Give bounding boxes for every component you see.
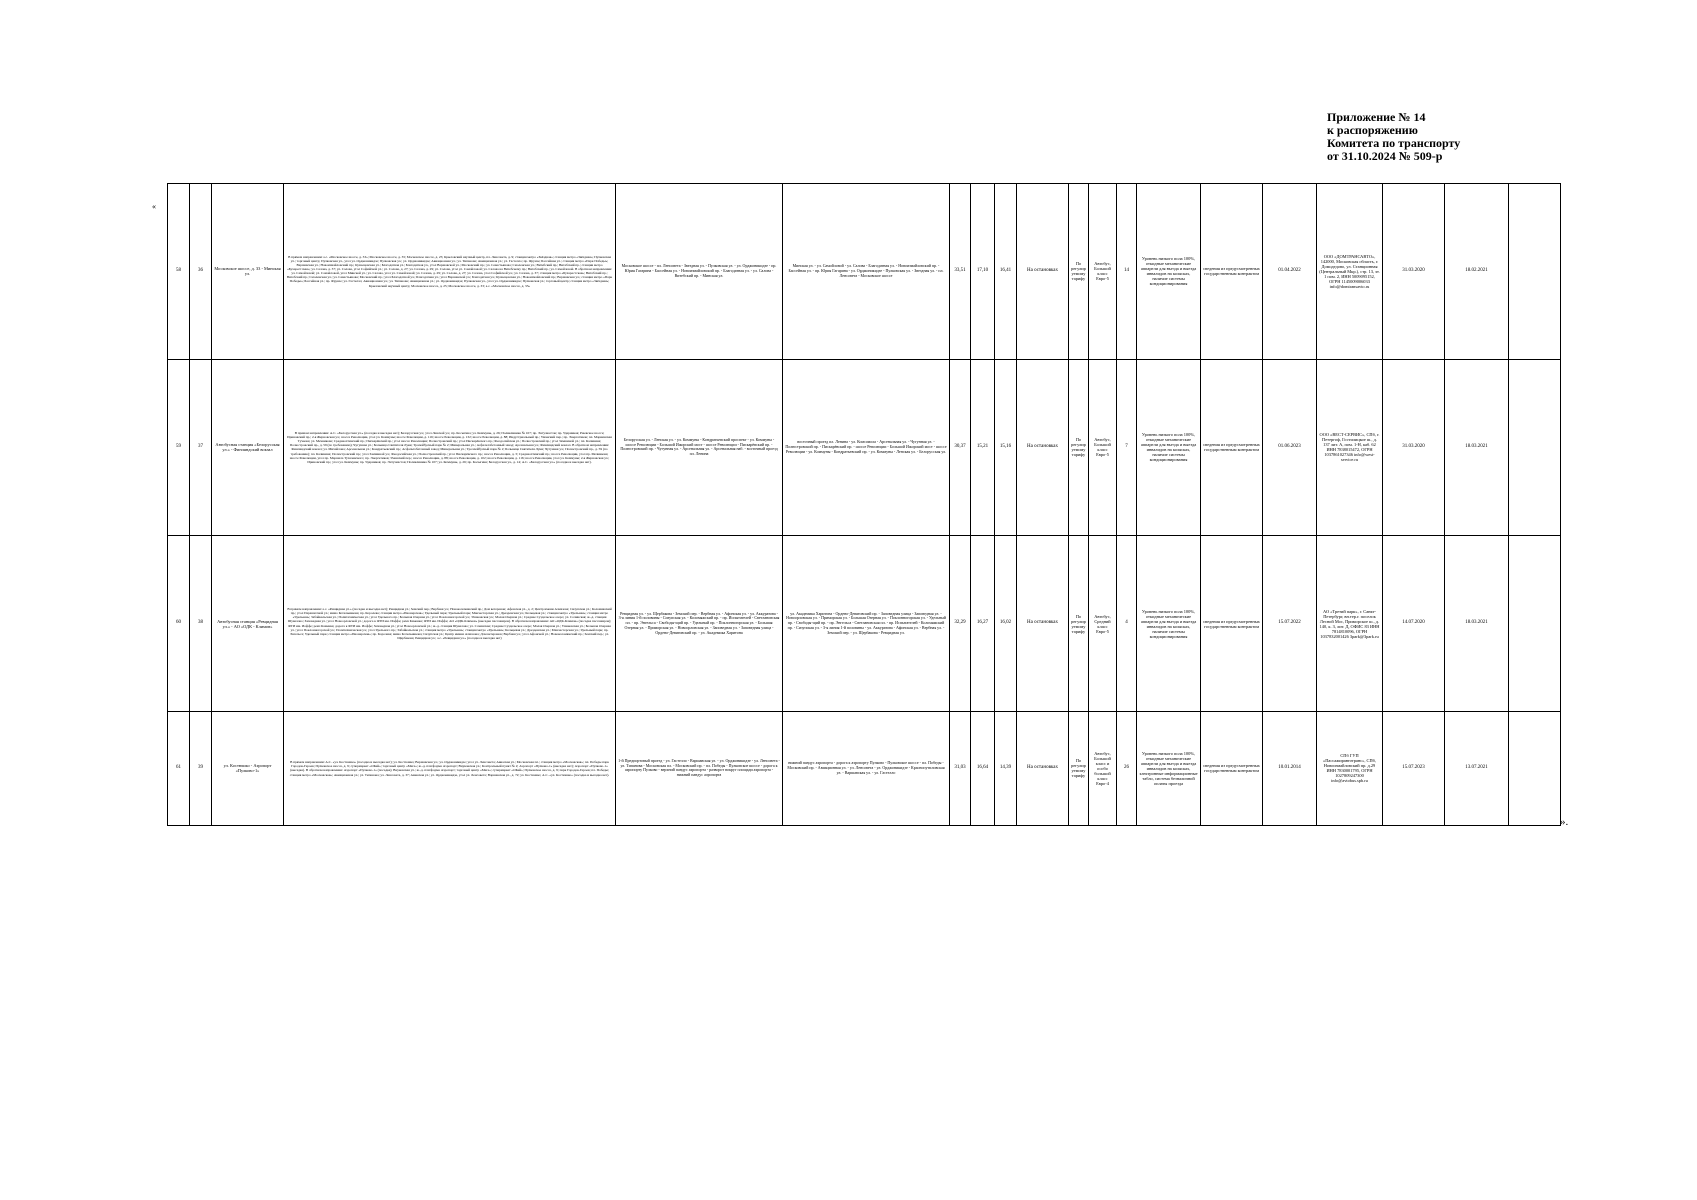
cell-contract-date: 14.07.2020 [1383,536,1445,712]
cell-contract-date: 31.03.2020 [1383,359,1445,536]
cell-empty [1509,711,1561,825]
cell-carrier: СПб ГУП «Пассажиравтотранс», СПб, Новоизмайловский пр. д.29 ИНН 7830001795, ОГРН 1027809247300 info@avtobus.spb.ru [1317,711,1383,825]
cell-boarding-order: На остановках [1017,184,1069,360]
cell-vehicle-count: 7 [1117,359,1137,536]
cell-route-number: 36 [190,184,212,360]
cell-vehicle-requirements: Уровень низкого пола 100%, откидные механические аппарели для въезда и выезда инвалидов на колясках, наличие системы кондиционирования [1137,184,1201,360]
cell-basis: сведения из предусмотренных государственным контрактом [1201,184,1263,360]
cell-contract-date: 31.03.2020 [1383,184,1445,360]
cell-route-name: Автобусная станция «Ревцидная ул.» - АО «ОДК - Климов» [212,536,284,712]
cell-route-number: 39 [190,711,212,825]
cell-basis: сведения из предусмотренных государственным контрактом [1201,536,1263,712]
cell-change-date: 13.07.2021 [1445,711,1509,825]
cell-vehicle-class: Автобус, Большой класс Евро-5 [1089,184,1117,360]
cell-row-number: 59 [168,359,190,536]
appendix-committee: Комитета по транспорту [1327,136,1461,150]
cell-route-number: 38 [190,536,212,712]
cell-empty [1509,184,1561,360]
cell-boarding-order: На остановках [1017,359,1069,536]
cell-carrier: ООО «ДОМТРАНСАВТО», 142000, Московская область, г. Домодедово, ул. Станционная (Центральный Мкр.), стр. 13, эт. 1 пом. 2, ИНН 5009095152, ОГРН 1145009006033 info@domtransavto.ru [1317,184,1383,360]
cell-forward-streets: Ревцидная ул. - ул. Щербакова - Земский пер. - Вербная ул. - Афонская ул. - ул. Аккуратова - 3-я линия 1-й половины - Сизупская ул. - Коломяжский пр. - пр. Испытателей - Светлановская пл. - пр. Энгельса - Свободы-щий пр. - Удельный пр. - Поклонногорская ул. - Большая Озерная ул. - Приморская ул. - Новоорловская ул. - Заповедная ул. - Заповедная улица - Ордено-Девятовский пр. - ул. Академика Харитона [616,536,783,712]
appendix-title: Приложение № 14 [1327,110,1426,124]
cell-contract-date: 15.07.2023 [1383,711,1445,825]
cell-row-number: 60 [168,536,190,712]
cell-backward-streets: восточный проезд пл. Ленина - ул. Комсомола - Арсенальная ул. - Чугунная ул. - Полюстровский пр. - Пискарёвский пр. - шоссе Революции - Большой Ижорский мост - шоссе Революции - ул. Коммуны - Кондратьевский пр. - ул. Коммуны - Ленская ул. - Белорусская ул. [783,359,950,536]
cell-basis: сведения из предусмотренных государственным контрактом [1201,711,1263,825]
cell-carrier: ООО «ВЕСТ-СЕРВИС», СПб, г. Петергоф, Гостилицкое ш., д. 137 лит. А, пом. 1-Н, каб. 62 ИНН 7838015472, ОГРН 1037861027346 info@west-service.ru [1317,359,1383,536]
cell-backward-streets: Минская ул. - ул. Самойловой - ул. Салова - Благодатная ул. - Новоизмайловский пр. - Бассейная ул. - пр. Юрия Гагарина - ул. Орджоникидзе - Пулковская ул. - Звездная ул. - пл. Ленсовета - Московское шоссе [783,184,950,360]
cell-route-name: Московское шоссе, д. 33 - Минская ул. [212,184,284,360]
cell-row-number: 58 [168,184,190,360]
cell-carrier: АО «Третий парк», г. Санкт-Петербург, вн.тер.г. поселок Лесной Мос, Приморское ш., д. 140, к. 3, лит. Д, ОФИС 83 ИНН 7814810096, ОГРН 1037832001426 3park@3park.ru [1317,536,1383,712]
cell-start-date: 15.07.2022 [1263,536,1317,712]
cell-backward-streets: нижний пандус аэропорта - дорога к аэропорту Пулково - Пулковское шоссе - пл. Победы - Московский пр. - Авиационная ул. - ул. Ленсовета - ул. Орджоникидзе - Краснопутиловская ул. - Варшавская ул. - ул. Гастелло [783,711,950,825]
cell-vehicle-requirements: Уровень низкого пола 100%, откидные механические аппарели для въезда и выезда инвалидов на колясках, электронные информационные табло, система безналичной оплаты проезда [1137,711,1201,825]
cell-route-number: 37 [190,359,212,536]
opening-quote: « [152,202,156,211]
cell-row-number: 61 [168,711,190,825]
cell-forward-streets: Московское шоссе - пл. Ленсовета - Звездная ул. - Пулковская ул. - ул. Орджоникидзе - пр. Юрия Гагарина - Бассейная ул. - Новоизмайловский пр. - Благодатная ул. - ул. Салова - Витебский пр. - Минская ул. [616,184,783,360]
routes-register-table [167,183,1561,826]
cell-vehicle-count: 26 [1117,711,1137,825]
cell-tariff-type: По регулируемому тарифу [1069,359,1089,536]
table-row [168,359,1561,536]
cell-change-date: 18.03.2021 [1445,536,1509,712]
table-row [168,536,1561,712]
cell-backward-length: 16,02 [995,536,1017,712]
appendix-header [1327,111,1657,163]
cell-stops-list: В прямом направлении: а.с. «Московское шоссе, д. 33»; Московское шоссе, д. 35; Московское шоссе, д. 25; Крыловский научный центр, пл. Ленсовета, д. 9; станция метро «Звёздная»; станция метро «Звёздная»; Пулковская ул.; торговый центр; Пулковская ул., угол ул. Орджоникидзе; Пулковская ул.; ул. Орджоникидзе; Авиационная ул.; ул. Типанова; Авиационная ул.; ул. Гастелло; пр. Фрунзе; Бассейная ул.; станция метро «Парк Победы»; Варшавская ул.; Новоизмайловский пр.; Кузнецовская ул.; Благодатная ул.; Благодатная ул., угол Варшавской ул.; Московский пр.; ул. Севастьянова; Смоленская ул.; Витебский пр.; Витебский пр.; станция метро «Бухарестская»; ул. Салова, д. 37; ул. Салова, угол Софийской ул.; ул. Салова, д. 27; ул. Салова, д. 29; ул. Салова, угол ул. Самойловой; ул. Салова на Витебскому пр.; Витебский пр.; ул. Самойловой. В обратном направлении: ул. Самойловой; ул. Самойловой, угол Минской ул.; ул. Салова, угол ул. Самойловой; ул. Салова, д. 29; ул. Салова, д. 27; ул. Салова, угол Софийской ул.; ул. Салова, д. 37; станция метро «Бухарестская»; Витебский пр.; Витебский пр.; Смоленская ул.; ул. Севастьянова; Московский пр.; угол Благодатной ул.; Благодатная ул.; угол Варшавской ул.; Благодатная ул.; Кузнецовская ул.; Новоизмайловский пр.; Варшавская ул.; станция метро «Парк Победы»; Бассейная ул.; пр. Фрунзе; ул. Гастелло; Авиационная ул.; ул. Типанова; Авиационная ул.; ул. Орджоникидзе; Пулковская ул., угол ул. Орджоникидзе; Пулковская ул.; торговый центр; станция метро «Звёздная»; Крыловский научный центр; Московское шоссе, д. 25; Московское шоссе, д. 33; а.с. «Московское шоссе, д. 33» [284,184,616,360]
cell-change-date: 18.02.2021 [1445,184,1509,360]
closing-quote: ». [1560,816,1569,828]
cell-stops-list: В прямом направлении: А.С. «Белорусская ул.» (посадка и высадка нет); Белорусская ул.; угол Ленской ул.; пр. Косыгина; ул. Коммуны, д. 26; Поликлиника № 107; пр. Энтузиастов; пр. Ударников; Ржевское шоссе; Ириновский пр.; 2-я Жерновская ул.; шоссе Революции, угол ул. Коммуны; шоссе Революции, д. 116; шоссе Революции, д. 132; шоссе Революции, д. 88; Индустриальный пр.; Уманский пер.; пр. Энергетиков; пл. Мариинская Тучкова; ул. Мечникова; Среднеохтинский пр.; Пискарёвский пр.; угол шоссе Революции; Полюстровский пр.; угол Пискарёвского пр.; Феодосийская ул.; Полюстровский пр.; угол Замшиной ул.; пл. Калинина; Полюстровский пр., д. 59 (по требованию); Чугунная ул.; Больница Святителя Луки; Тропейбусный парк № 2; Минеральная ул.; Асфальтобетонный завод; Арсенальная ул.; Финляндский вокзал. В обратном направлении: Финляндский вокзал; ул. Михайлова; Арсенальная ул.; Кондратьевский пр.; Асфальтобетонный завод; Минеральная ул.; Троллейбусный парк № 2; Больница Святителя Луки; Чугунная ул.; Полюстровский пр., д. 59 (по требованию); пл. Калинина; Полюстровский пр.; угол Замшиной ул.; Феодосийская ул.; Полюстровский пр.; угол Пискарёвского пр.; шоссе Революции, д. 3; Среднеохтинский пр.; шоссе Революции, угол пр. Мечникова; шоссе Революции, угол пр. Маршала Тухачевского; пр. Энергетиков; Уманский пер.; шоссе Революции, д. 88; шоссе Революции, д. 102; шоссе Революции, д. 116; шоссе Революции, угол ул. Коммуны; 2-я Жерновская ул.; Ириновский пр.; угол ул. Коммуны; пр. Ударников; пр. Энтузиастов; Поликлиника № 107; ул. Коммуны, д. 26; пр. Косыгина; Белорусская ул., д. 14; А.С. «Белорусская ул.» (посадка и высадка нет). [284,359,616,536]
cell-start-date: 01.04.2022 [1263,184,1317,360]
appendix-order-ref: к распоряжению [1327,123,1418,137]
cell-vehicle-requirements: Уровень низкого пола 100%, откидные механические аппарели для въезда и выезда инвалидов на колясках, наличие системы кондиционирования [1137,359,1201,536]
cell-route-length: 33,51 [950,184,971,360]
cell-start-date: 10.01.2014 [1263,711,1317,825]
cell-boarding-order: На остановках [1017,536,1069,712]
cell-vehicle-count: 4 [1117,536,1137,712]
cell-forward-length: 15,21 [971,359,995,536]
cell-backward-length: 16,41 [995,184,1017,360]
cell-stops-list: В прямом направлении: а.с. «Ревцидная ул.» (посадка и высадка нет); Ревцидная ул.; Земский пер.; Вербная ул.; Новоколомяжский пр.; Дом ветеранов; Афонская ул., д. 2; Центр имени Алмазова; Сизупская ул.; Коломяжский пр.; угол Парашютной ул.; мимо Котельникова; пр. Королева; станция метро «Пионерская»; Удельный парк; Удельный парк; Манчестерская ул.; Дрезденская ул.; Кольцевая ул.; станция метро «Удельная»; станция метро «Удельная»; Забайкальская ул.; Политехническая ул.; угол Удельного пр.; Большая Озерная ул.; угол Поклонногорской ул.; Ушаковская ул.; Малая Озерная ул.; Среднее Суздальское озеро; ул. Сочинская; ж.-д. станция Шувалово; Заповедная ул.; угол Новоорловской ул.; дорога к ФТИ им. Иоффе; ремз Каменка; ФТИ им. Иоффе; АО «ОДК-Климов» (высадка пассажиров). В обратном направлении: АО «ОДК-Климов» (посадка пассажиров); ФТИ им. Иоффе; ремз Каменка; дорога к ФТИ им. Иоффе; Заповедная ул.; угол Новоорловской ул.; ж.-д. станция Шувалово; ул. Сочинская; Среднее Суздальское озеро; Малая Озерная ул.; Ушаковская ул.; Большая Озерная ул.; угол Поклонногорской ул.; Политехническая ул.; угол Удельного пр.; Забайкальская ул.; станция метро «Удельная»; станция метро «Удельная»; Кольцевая ул.; Дрезденская ул.; Манчестерская ул.; Удельный парк; пр. Энгельса; Удельный парк; станция метро «Пионерская»; пр. Королева; мимо Котельникова; Сизупская ул.; Центр имени Алмазова; Дом ветеранов; Вербная ул.; угол Афонской ул.; Новоколомяжский пр.; Земский пер.; ул. Щербакова; Ревцидная ул.; а.с. «Ревцидная ул.» (посадка и высадка нет) [284,536,616,712]
cell-route-name: Автобусная станция «Белорусская ул.» - Финляндский вокзал [212,359,284,536]
cell-vehicle-count: 14 [1117,184,1137,360]
cell-vehicle-class: Автобус, Средний класс Евро-5 [1089,536,1117,712]
cell-empty [1509,536,1561,712]
cell-empty [1509,359,1561,536]
cell-route-length: 31,03 [950,711,971,825]
appendix-date: от 31.10.2024 № 509-р [1327,149,1443,163]
cell-basis: сведения из предусмотренных государственным контрактом [1201,359,1263,536]
cell-vehicle-requirements: Уровень низкого пола 100%, откидные механические аппарели для въезда и выезда инвалидов на колясках, наличие системы кондиционирования [1137,536,1201,712]
cell-backward-streets: ул. Академика Харитона - Ордено-Девятовский пр. - Заповедная улица - Заповедная ул. - Новоорловская ул. - Приморская ул. - Большая Озерная ул. - Поклонногорская ул. - Удельный пр. - Свободы-щий пр. - пр. Энгельса - Светлановская пл. - пр. Испытателей - Коломяжский пр. - Сизупская ул. - 3-я линия 1-й половины - ул. Аккуратова - Афонская ул. - Вербная ул. - Земский пер. - ул. Щербакова - Ревцидная ул. [783,536,950,712]
cell-backward-length: 14,39 [995,711,1017,825]
table-row [168,184,1561,360]
cell-forward-length: 16,27 [971,536,995,712]
cell-vehicle-class: Автобус, Большой класс и особо большой класс Евро-4 [1089,711,1117,825]
cell-tariff-type: По регулируемому тарифу [1069,184,1089,360]
cell-route-length: 32,29 [950,536,971,712]
cell-forward-streets: 1-й Предпортовый проезд - ул. Гастелло - Варшавская ул. - ул. Орджоникидзе - ул. Ленсовета - ул. Типанова - Московская пл. - Московский пр. - пл. Победы - Пулковское шоссе - дорога к аэропорту Пулково - верхний пандус аэропорта - разворот вокруг площади аэропорта - нижний пандус аэропорта [616,711,783,825]
cell-backward-length: 15,16 [995,359,1017,536]
cell-stops-list: В прямом направлении: А.С. «ул. Костюшко» (посадка и высадка нет); ул. Костюшко; Варшавская ул.; ул. Орджоникидзе; угол ул. Ленсовета; Авиаская ул.; Московская пл.; станция метро «Московская»; пл. Победы парк Городов-Героев; Пулковское шоссе, д. 9; супермаркет «ОКей»; торговый центр «Мега»; ж.-д. платформа Аэропорт; Внуковская ул.; Контрольный пункт № 2; Аэропорт «Пулково-1» (высадка нет); Аэропорт «Пулково-1» (высадка). В обратном направлении: Аэропорт «Пулково-1» (посадка); Внуковская ул.; ж.-д. платформа Аэропорт; торговый центр «Мега»; супермаркет «ОКей»; Пулковское шоссе, д. 9; парк Городов-Героев; пл. Победы; станция метро «Московская»; Авиационная ул.; ул. Типанова; ул. Ленсовета, д. 37; Авиаская ул.; ул. Орджоникидзе, угол ул. Ленсовета; Варшавская ул., д. 72; ул. Костюшко; А.С. «ул. Костюшко» (посадка и высадка нет). [284,711,616,825]
cell-tariff-type: По регулируемому тарифу [1069,711,1089,825]
cell-route-name: ул. Костюшко - Аэропорт «Пулково-1» [212,711,284,825]
cell-boarding-order: На остановках [1017,711,1069,825]
table-row [168,711,1561,825]
cell-change-date: 18.03.2021 [1445,359,1509,536]
cell-route-length: 30,37 [950,359,971,536]
cell-forward-streets: Белорусская ул. - Ленская ул. - ул. Коммуны - Кондратьевский проспект - ул. Коммуны - шоссе Революции - Большой Ижорский мост - шоссе Революции - Пискарёвский пр. - Полюстровский пр. - Чугунная ул. - Арсенальная ул. - Арсенальная наб. - восточный проезд пл. Ленина [616,359,783,536]
cell-vehicle-class: Автобус, Большой класс Евро-5 [1089,359,1117,536]
cell-tariff-type: По регулируемому тарифу [1069,536,1089,712]
cell-start-date: 01.06.2023 [1263,359,1317,536]
cell-forward-length: 16,64 [971,711,995,825]
cell-forward-length: 17,10 [971,184,995,360]
